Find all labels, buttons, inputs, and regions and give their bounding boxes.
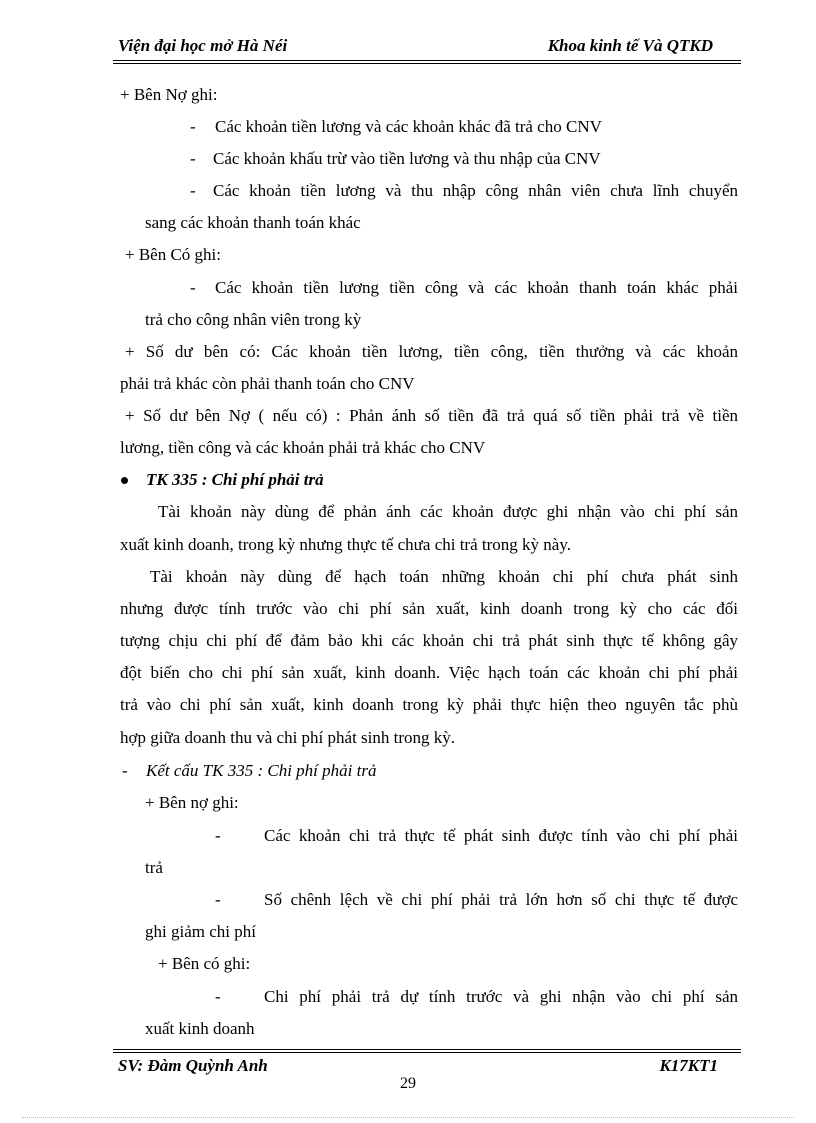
- text-line: + Bên Nợ ghi:: [120, 85, 218, 104]
- text-line: + Bên có ghi:: [158, 954, 251, 973]
- header-institution: Viện đại học mở Hà Néi: [118, 36, 288, 55]
- text-line: Tài khoản này dùng để phản ánh các khoản được ghi nhận vào chi phí sản: [158, 502, 738, 521]
- text-line: Các khoản tiền lương và thu nhập công nhân viên chưa lĩnh chuyển: [213, 181, 738, 200]
- section-heading: TK 335 : Chi phí phải trả: [146, 470, 324, 489]
- page-header: [113, 36, 738, 60]
- dash-marker: -: [190, 149, 196, 168]
- text-line: Các khoản chi trả thực tế phát sinh được tính vào chi phí phải: [264, 826, 738, 845]
- header-rule-top: [113, 60, 741, 61]
- text-line: Tài khoản này dùng để hạch toán những khoản chi phí chưa phát sinh: [150, 567, 738, 586]
- text-line: trả cho công nhân viên trong kỳ: [145, 310, 362, 329]
- footer-rule-top: [113, 1049, 741, 1050]
- dash-marker: -: [122, 761, 128, 780]
- bullet-icon: [121, 477, 128, 484]
- text-line: + Bên Có ghi:: [125, 245, 222, 264]
- text-line: lương, tiền công và các khoản phải trả khác cho CNV: [120, 438, 486, 457]
- text-line: hợp giữa doanh thu và chi phí phát sinh trong kỳ.: [120, 728, 456, 747]
- text-line: Các khoản tiền lương tiền công và các khoản thanh toán khác phải: [215, 278, 738, 297]
- page-edge-dotted-line: [22, 1117, 794, 1118]
- text-line: ghi giảm chi phí: [145, 922, 256, 941]
- header-faculty: Khoa kinh tế Và QTKD: [547, 36, 713, 55]
- dash-marker: -: [215, 987, 221, 1006]
- dash-marker: -: [190, 278, 196, 297]
- text-line: sang các khoản thanh toán khác: [145, 213, 361, 232]
- text-line: tượng chịu chi phí để đảm bảo khi các khoản chi trả phát sinh thực tế không gây: [120, 631, 738, 650]
- footer-student: SV: Đàm Quỳnh Anh: [118, 1056, 268, 1075]
- text-line: Các khoản tiền lương và các khoản khác đã trả cho CNV: [215, 117, 602, 136]
- text-line: phải trả khác còn phải thanh toán cho CNV: [120, 374, 415, 393]
- text-line: + Bên nợ ghi:: [145, 793, 239, 812]
- dash-marker: -: [190, 117, 196, 136]
- header-rule-bottom: [113, 63, 741, 64]
- text-line: trả: [145, 858, 163, 877]
- text-line: xuất kinh doanh, trong kỳ nhưng thực tế chưa chi trả trong kỳ này.: [120, 535, 571, 554]
- text-line: + Số dư bên Nợ ( nếu có) : Phản ánh số tiền đã trả quá số tiền phải trả về tiền: [125, 406, 738, 425]
- text-line: Các khoản khấu trừ vào tiền lương và thu nhập của CNV: [213, 149, 601, 168]
- text-line: Số chênh lệch về chi phí phải trả lớn hơn số chi thực tế được: [264, 890, 738, 909]
- dash-marker: -: [215, 826, 221, 845]
- dash-marker: -: [190, 181, 196, 200]
- text-line: trả vào chi phí sản xuất, kinh doanh trong kỳ phải thực hiện theo nguyên tắc phù: [120, 695, 738, 714]
- page-number: 29: [400, 1075, 416, 1092]
- text-line: Chi phí phải trả dự tính trước và ghi nhận vào chi phí sản: [264, 987, 738, 1006]
- footer-class: K17KT1: [659, 1056, 718, 1075]
- text-line: + Số dư bên có: Các khoản tiền lương, tiền công, tiền thưởng và các khoản: [125, 342, 738, 361]
- subsection-heading: Kết cấu TK 335 : Chi phí phải trả: [146, 761, 377, 780]
- text-line: xuất kinh doanh: [145, 1019, 255, 1038]
- footer-rule-bottom: [113, 1052, 741, 1053]
- dash-marker: -: [215, 890, 221, 909]
- text-line: nhưng được tính trước vào chi phí sản xuất, kinh doanh trong kỳ cho các đối: [120, 599, 738, 618]
- text-line: đột biến cho chi phí sản xuất, kinh doanh. Việc hạch toán các khoản chi phí phải: [120, 663, 738, 682]
